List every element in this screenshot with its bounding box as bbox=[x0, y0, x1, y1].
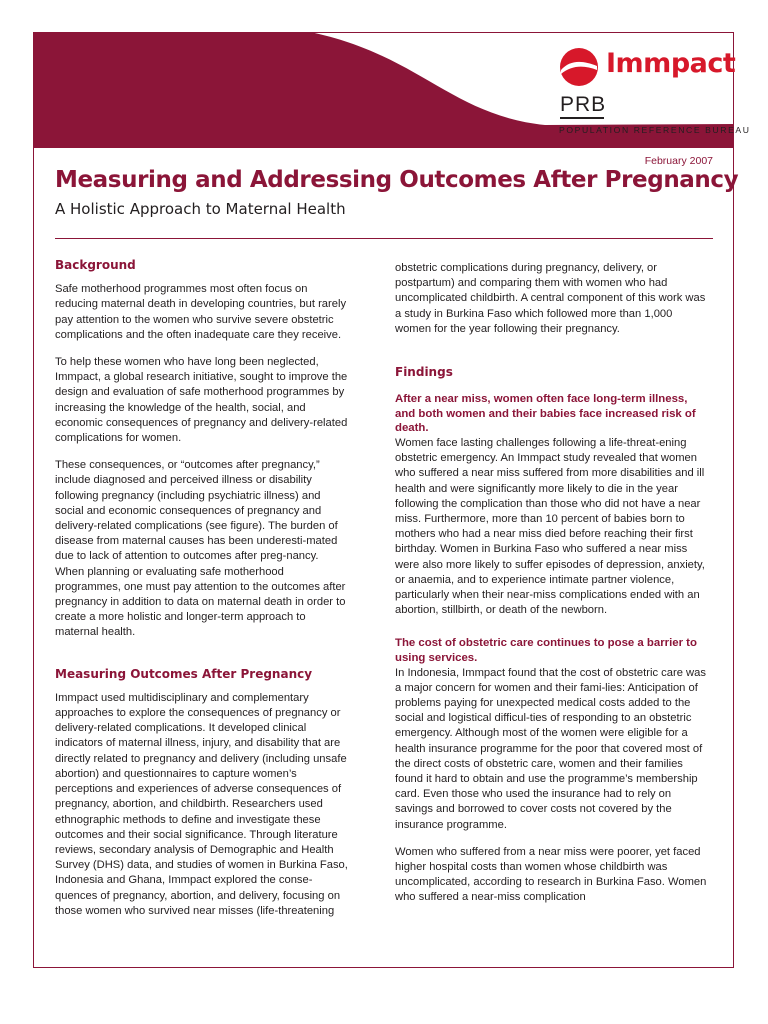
immpact-logo-icon bbox=[558, 46, 600, 88]
logo-area bbox=[556, 44, 751, 144]
prb-logo: PRB bbox=[560, 93, 607, 116]
publication-date: February 2007 bbox=[644, 155, 713, 167]
page-subtitle: A Holistic Approach to Maternal Health bbox=[55, 200, 346, 218]
background-paragraph-2: To help these women who have long been neglected, Immpact, a global research initiative, sought to improve the design and evaluation of safe motherhood programmes by increasing the knowledge of the health, social, and economic consequences of pregnancy and delivery-related complications for women. bbox=[55, 356, 348, 445]
title-divider bbox=[55, 238, 713, 239]
background-paragraph-1: Safe motherhood programmes most often focus on reducing maternal death in developing countries, but rarely pay attention to the women who survive severe obstetric complications and the often inadequate care they receive. bbox=[55, 283, 347, 341]
prb-underline bbox=[560, 117, 604, 119]
right-column bbox=[395, 258, 707, 918]
findings-paragraph-3: Women who suffered from a near miss were poorer, yet faced higher hospital costs than women whose childbirth was uncomplicated, according to research in Burkina Faso. Women who suffered a near-miss complication bbox=[395, 845, 707, 904]
findings-subheading-2: The cost of obstetric care continues to pose a barrier to using services. bbox=[395, 637, 697, 665]
continued-paragraph: obstetric complications during pregnancy, delivery, or postpartum) and comparing them with women who had uncomplicated childbirth. A central component of this work was a study in Burkina Faso which followed more than 1,000 women for the year following their pregnancy. bbox=[395, 262, 706, 335]
left-column bbox=[55, 258, 350, 931]
background-heading: Background bbox=[55, 258, 136, 272]
findings-paragraph-1: Women face lasting challenges following a life-threat-ening obstetric emergency. An Immpact study revealed that women who suffered a near miss suffered from more disabilities and ill health and were significantly more likely to die in the year following the complication than those who did not have a near miss. Furthermore, more than 10 percent of babies born to mothers who had a near miss died before reaching their first birthday. Women in Burkina Faso who suffered a near miss were also more likely to suffer episodes of depression, anxiety, or anaemia, and to experience intimate partner violence, particularly when their near-miss complications ended with an abortion, stillbirth, or death of the newborn. bbox=[395, 437, 705, 617]
background-paragraph-3: These consequences, or “outcomes after pregnancy,” include diagnosed and perceived illness or disability following pregnancy (including psychiatric illness) and social and economic consequences of pregnancy and delivery-related complications (see figure). The burden of disease from maternal causes has been underesti-mated due to lack of attention to outcomes after preg-nancy. When planning or evaluating safe motherhood programmes, one must pay attention to the outcomes after pregnancy in addition to data on maternal death in order to create a more holistic and longer-term approach to maternal health. bbox=[55, 459, 346, 639]
findings-heading: Findings bbox=[395, 365, 453, 380]
immpact-logo-text: Immpact bbox=[606, 48, 736, 79]
measuring-heading: Measuring Outcomes After Pregnancy bbox=[55, 666, 313, 681]
page-title: Measuring and Addressing Outcomes After Pregnancy bbox=[55, 167, 739, 193]
findings-subheading-1: After a near miss, women often face long-term illness, and both women and their babies face increased risk of death. bbox=[395, 393, 696, 435]
findings-paragraph-2: In Indonesia, Immpact found that the cost of obstetric care was a major concern for women and their fami-lies: Anticipation of problems paying for unexpected medical costs added to the social and logistical difficul-ties of responding to an obstetric emergency. Although most of the women were eligible for a health insurance programme for the poor that covered most of the direct costs of obstetric care, women and their families found it hard to obtain and use the programme’s membership card. Even those who used the insurance had to rely on savings and borrowed to cover costs not covered by the insurance programme. bbox=[395, 666, 706, 831]
measuring-paragraph-1: Immpact used multidisciplinary and complementary approaches to explore the consequences of pregnancy or delivery-related complications. It developed clinical indicators of maternal illness, injury, and disability that are directly related to pregnancy and delivery (including unsafe abortion) and questionnaires to capture women’s perceptions and experiences of adverse consequences of pregnancy, abortion, and childbirth. Researchers used ethnographic methods to define and investigate these outcomes and their social significance. Through literature reviews, secondary analysis of Demographic and Health Survey (DHS) data, and studies of women in Burkina Faso, Indonesia and Ghana, Immpact explored the conse-quences of pregnancy, abortion, and delivery, focusing on those women who survived near misses (life-threatening bbox=[55, 691, 348, 917]
prb-full-name: POPULATION REFERENCE BUREAU bbox=[559, 125, 751, 135]
